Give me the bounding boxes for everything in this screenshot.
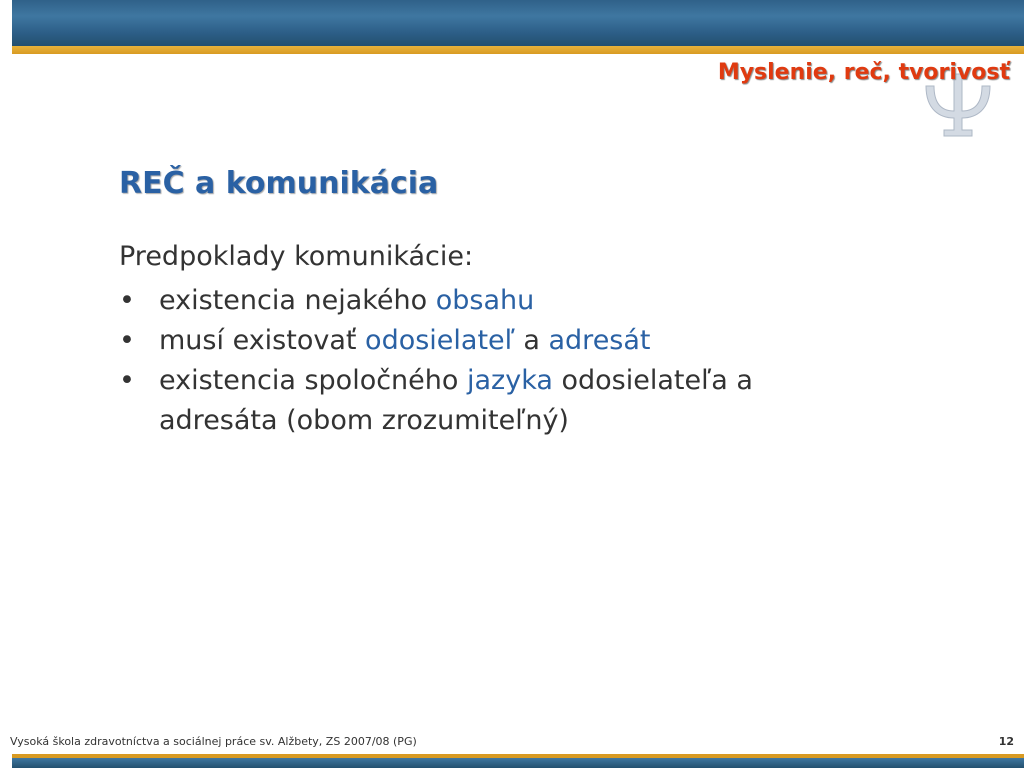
bullet-item <box>119 361 859 441</box>
bullet-text: musí existovať <box>159 325 366 356</box>
footer-institution-text: Vysoká škola zdravotníctva a sociálnej práce sv. Alžbety, ZS 2007/08 (PG) <box>10 735 417 748</box>
bullet-item <box>119 281 859 321</box>
bullet-icon: • <box>119 365 135 396</box>
slide-content <box>119 236 859 441</box>
highlighted-term: adresát <box>548 325 651 356</box>
bullet-icon: • <box>119 325 135 356</box>
bullet-list <box>119 281 859 441</box>
bullet-item <box>119 321 859 361</box>
bullet-icon: • <box>119 285 135 316</box>
presentation-header-title: Myslenie, reč, tvorivosť <box>717 60 1010 85</box>
highlighted-term: jazyka <box>467 365 553 396</box>
bullet-text: odosielateľa a adresáta (obom zrozumiteľný) <box>159 365 753 436</box>
bottom-footer-bar <box>12 758 1024 768</box>
top-header-bar <box>12 0 1024 46</box>
top-gold-stripe <box>12 46 1024 54</box>
bullet-text: existencia nejakého <box>159 285 436 316</box>
slide-title: REČ a komunikácia <box>119 166 439 201</box>
highlighted-term: obsahu <box>435 285 535 316</box>
highlighted-term: odosielateľ <box>365 325 515 356</box>
page-number: 12 <box>998 735 1014 748</box>
bullet-text: a <box>514 325 549 356</box>
bullet-text: existencia spoločného <box>159 365 467 396</box>
intro-text: Predpoklady komunikácie: <box>119 241 474 272</box>
